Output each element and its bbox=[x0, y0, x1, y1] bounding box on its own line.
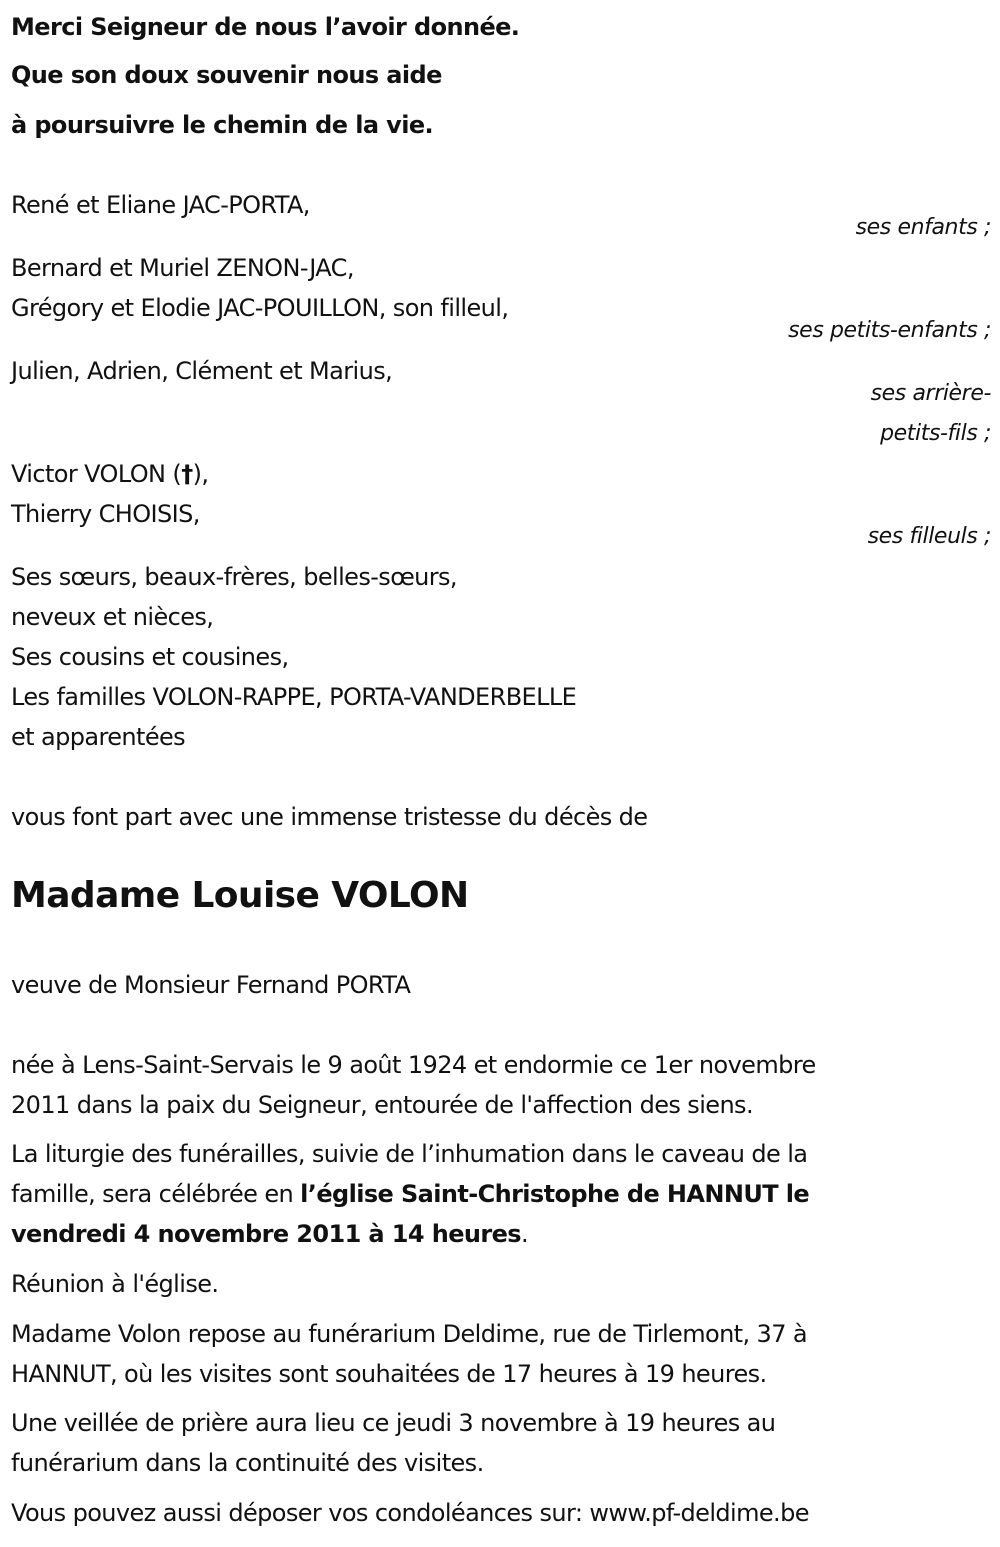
condolences-line bbox=[11, 1498, 809, 1528]
relation-label bbox=[788, 317, 991, 345]
paragraph-text: . bbox=[520, 1220, 529, 1248]
paragraph-line: 2011 dans la paix du Seigneur, entourée de l'affection des siens. bbox=[11, 1091, 753, 1119]
name-text: ), bbox=[192, 460, 209, 488]
announcement-text: vous font part avec une immense tristesse du décès de bbox=[11, 803, 648, 831]
relation-separator: ; bbox=[983, 215, 991, 240]
relation-text: ses filleuls bbox=[867, 524, 978, 549]
family-line: Ses sœurs, beaux-frères, belles-sœurs, bbox=[11, 563, 457, 591]
church-location: l’église Saint-Christophe de HANNUT le bbox=[300, 1180, 810, 1208]
paragraph-line: Madame Volon repose au funérarium Deldime, rue de Tirlemont, 37 à bbox=[11, 1320, 808, 1348]
funeral-datetime: vendredi 4 novembre 2011 à 14 heures bbox=[11, 1220, 521, 1248]
widow-of-text: veuve de Monsieur Fernand PORTA bbox=[11, 971, 411, 999]
family-line: neveux et nièces, bbox=[11, 603, 214, 631]
relation-text: ses petits-enfants bbox=[788, 318, 978, 343]
paragraph-line: funérarium dans la continuité des visites. bbox=[11, 1449, 484, 1477]
name-text: Victor VOLON ( bbox=[11, 460, 182, 488]
family-line: et apparentées bbox=[11, 723, 186, 751]
relation-text: ses enfants bbox=[855, 215, 978, 240]
relation-label bbox=[868, 523, 991, 551]
paragraph-line: née à Lens-Saint-Servais le 9 août 1924 et endormie ce 1er novembre bbox=[11, 1051, 816, 1079]
paragraph-line bbox=[11, 1179, 809, 1209]
relation-text: petits-fils bbox=[880, 421, 978, 446]
relation-separator: ; bbox=[983, 318, 991, 343]
paragraph-line bbox=[11, 1219, 528, 1249]
condolences-text: Vous pouvez aussi déposer vos condoléances sur: bbox=[11, 1499, 590, 1527]
relation-label bbox=[856, 214, 991, 242]
relation-separator: ; bbox=[983, 421, 991, 446]
relation-label bbox=[880, 420, 991, 448]
prayer-line: à poursuivre le chemin de la vie. bbox=[11, 111, 434, 139]
paragraph-line: La liturgie des funérailles, suivie de l’inhumation dans le caveau de la bbox=[11, 1140, 808, 1168]
family-name: Thierry CHOISIS, bbox=[11, 500, 200, 528]
family-name bbox=[11, 459, 208, 489]
family-line: Ses cousins et cousines, bbox=[11, 643, 289, 671]
paragraph-line: Une veillée de prière aura lieu ce jeudi 3 novembre à 19 heures au bbox=[11, 1409, 776, 1437]
paragraph-text: famille, sera célébrée en bbox=[11, 1180, 301, 1208]
relation-separator: ; bbox=[983, 524, 991, 549]
family-line: Les familles VOLON-RAPPE, PORTA-VANDERBELLE bbox=[11, 683, 577, 711]
condolences-link[interactable]: www.pf-deldime.be bbox=[589, 1499, 809, 1527]
prayer-line: Merci Seigneur de nous l’avoir donnée. bbox=[11, 13, 520, 41]
family-name: Julien, Adrien, Clément et Marius, bbox=[11, 357, 393, 385]
family-name: Grégory et Elodie JAC-POUILLON, son filleul, bbox=[11, 294, 509, 322]
paragraph-line: HANNUT, où les visites sont souhaitées de 17 heures à 19 heures. bbox=[11, 1360, 767, 1388]
relation-label: ses arrière- bbox=[870, 381, 991, 406]
family-name: René et Eliane JAC-PORTA, bbox=[11, 191, 310, 219]
prayer-line: Que son doux souvenir nous aide bbox=[11, 61, 442, 89]
deceased-name: Madame Louise VOLON bbox=[11, 875, 469, 916]
family-name: Bernard et Muriel ZENON-JAC, bbox=[11, 254, 354, 282]
cross-icon: † bbox=[181, 460, 193, 488]
meeting-text: Réunion à l'église. bbox=[11, 1270, 219, 1298]
